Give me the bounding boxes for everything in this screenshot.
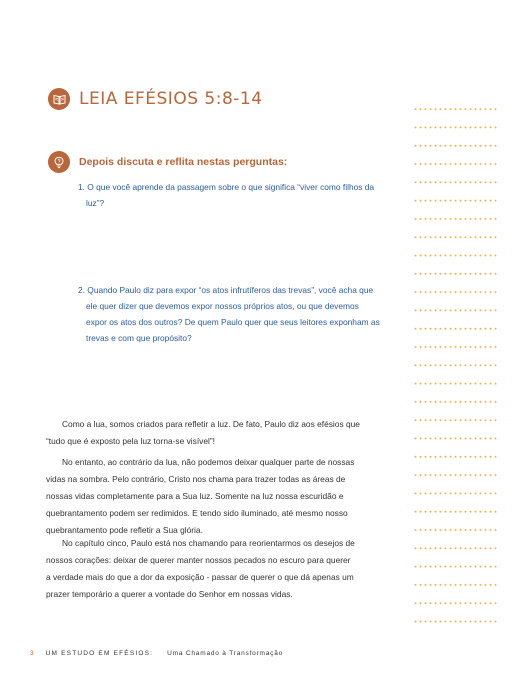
page-title: LEIA EFÉSIOS 5:8-14 <box>79 89 263 109</box>
discussion-prompt <box>48 151 287 173</box>
discussion-heading: Depois discuta e reflita nestas perguntas: <box>79 156 288 168</box>
paragraph-line: nossos corações: deixar de querer manter nossos pecados no escuro para querer <box>46 555 351 565</box>
section-heading <box>48 88 263 110</box>
paragraph-line: vidas na sombra. Pelo contrário, Cristo nos chama para trazer todas as áreas de <box>46 474 346 484</box>
page-number: 3 <box>30 650 34 657</box>
paragraph-line: Como a lua, somos criados para refletir a luz. De fato, Paulo diz aos efésios que <box>62 419 360 429</box>
question-2 <box>78 282 396 346</box>
body-paragraph-2 <box>46 454 376 539</box>
paragraph-line: “tudo que é exposto pela luz torna-se visível”! <box>46 436 215 446</box>
series-title: UM ESTUDO EM EFÉSIOS: <box>45 650 154 657</box>
series-subtitle: Uma Chamado à Transformação <box>167 650 284 657</box>
question-line: expor os atos dos outros? De quem Paulo quer que seus leitores exponham as <box>86 317 380 327</box>
book-icon <box>48 88 70 110</box>
dotted-notes-area <box>413 100 499 630</box>
paragraph-line: quebrantamento podem ser redimidos. E tendo sido iluminado, até mesmo nosso <box>46 508 348 518</box>
body-paragraph-1 <box>46 416 376 450</box>
paragraph-line: No entanto, ao contrário da lua, não podemos deixar qualquer parte de nossas <box>62 457 355 467</box>
question-line: ele quer dizer que devemos expor nossos próprios atos, ou que devemos <box>86 301 359 311</box>
question-line: luz”? <box>86 198 105 208</box>
page-footer <box>30 650 283 657</box>
paragraph-line: quebrantamento pode refletir a Sua glória. <box>46 525 203 535</box>
paragraph-line: prazer temporário a querer a vontade do Senhor em nossas vidas. <box>46 589 293 599</box>
body-paragraph-3 <box>46 535 376 603</box>
question-line: 2. Quando Paulo diz para expor “os atos infrutíferos das trevas”, você acha que <box>78 285 374 295</box>
paragraph-line: a verdade mais do que a dor da exposição - passar de querer o que dá apenas um <box>46 572 354 582</box>
lightbulb-icon <box>48 151 70 173</box>
paragraph-line: No capítulo cinco, Paulo está nos chamando para reorientarmos os desejos de <box>62 538 355 548</box>
paragraph-line: nossas vidas completamente para a Sua luz. Somente na luz nossa escuridão e <box>46 491 344 501</box>
question-line: trevas e com que propósito? <box>86 333 192 343</box>
question-line: 1. O que você aprende da passagem sobre o que significa “viver como filhos da <box>78 182 375 192</box>
question-1 <box>78 179 396 211</box>
